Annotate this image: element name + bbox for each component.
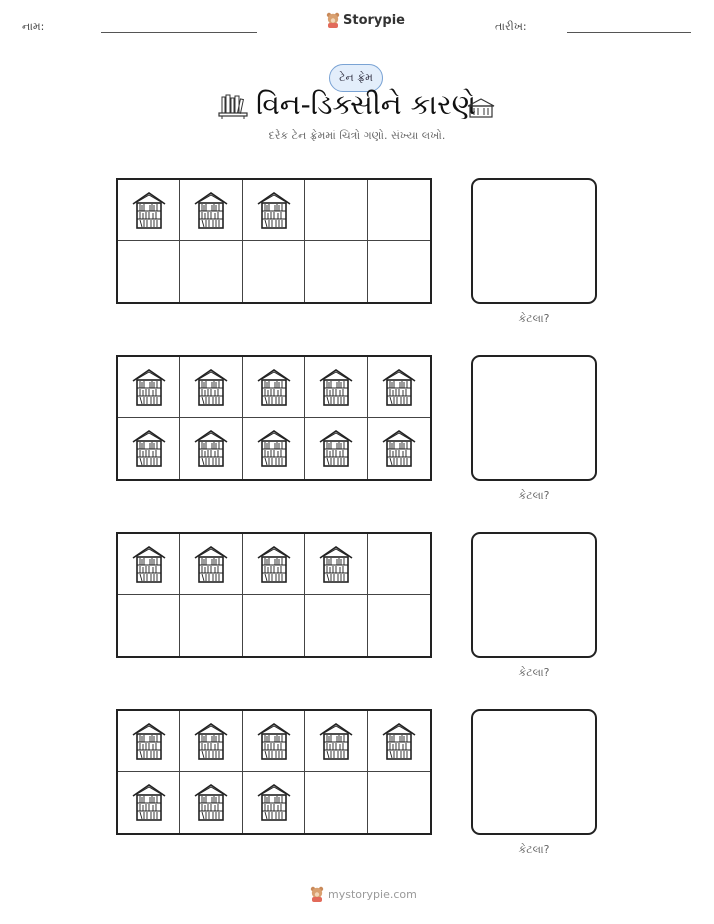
ten-frame: [116, 709, 432, 835]
brand-logo: [326, 12, 405, 28]
library-icon: [193, 544, 229, 584]
library-icon: [381, 721, 417, 761]
ten-frame-cell: [180, 711, 242, 772]
name-field[interactable]: [101, 32, 257, 33]
ten-frame-cell: [305, 357, 367, 418]
library-icon: [256, 367, 292, 407]
footer: [310, 886, 417, 902]
brand-name: Storypie: [343, 12, 405, 28]
ten-frame-cell: [243, 772, 305, 833]
ten-frame-cell: [305, 418, 367, 479]
answer-prompt: કેટલા?: [518, 489, 550, 502]
ten-frame-cell: [368, 595, 430, 656]
answer-box[interactable]: [471, 355, 597, 481]
library-icon: [131, 190, 167, 230]
ten-frame: [116, 532, 432, 658]
library-icon: [193, 721, 229, 761]
ten-frame: [116, 355, 432, 481]
ten-frame-cell: [368, 772, 430, 833]
library-icon: [131, 428, 167, 468]
name-label: નામ:: [22, 20, 45, 33]
ten-frame-cell: [368, 180, 430, 241]
ten-frame-cell: [118, 772, 180, 833]
date-label: તારીખ:: [495, 20, 527, 33]
ten-frame-cell: [118, 357, 180, 418]
ten-frame-cell: [118, 241, 180, 302]
library-icon: [466, 98, 496, 118]
ten-frame-cell: [180, 772, 242, 833]
answer-prompt: કેટલા?: [518, 312, 550, 325]
library-icon: [193, 428, 229, 468]
library-icon: [318, 544, 354, 584]
ten-frame-cell: [180, 180, 242, 241]
answer-box[interactable]: [471, 532, 597, 658]
ten-frame-cell: [243, 241, 305, 302]
ten-frame-cell: [305, 180, 367, 241]
ten-frame-cell: [180, 595, 242, 656]
library-icon: [131, 721, 167, 761]
instructions: દરેક ટેન ફ્રેમમાં ચિત્રો ગણો. સંખ્યા લખો.: [268, 129, 446, 142]
library-icon: [256, 782, 292, 822]
ten-frame-cell: [243, 418, 305, 479]
library-icon: [256, 721, 292, 761]
library-icon: [381, 367, 417, 407]
worksheet-type-badge: ટેન ફ્રેમ: [329, 64, 383, 92]
ten-frame-cell: [305, 711, 367, 772]
worksheet-title: વિન-ડિક્સીને કારણે: [256, 88, 477, 121]
library-icon: [131, 544, 167, 584]
ten-frame-cell: [180, 357, 242, 418]
ten-frame-cell: [118, 180, 180, 241]
library-icon: [381, 428, 417, 468]
ten-frame-cell: [243, 180, 305, 241]
answer-box[interactable]: [471, 709, 597, 835]
ten-frame-cell: [368, 534, 430, 595]
answer-prompt: કેટલા?: [518, 843, 550, 856]
ten-frame-cell: [368, 418, 430, 479]
library-icon: [318, 428, 354, 468]
ten-frame-cell: [305, 595, 367, 656]
ten-frame-cell: [118, 418, 180, 479]
library-icon: [131, 367, 167, 407]
ten-frame-cell: [243, 534, 305, 595]
ten-frame-cell: [305, 772, 367, 833]
library-icon: [256, 544, 292, 584]
ten-frame-cell: [180, 418, 242, 479]
answer-box[interactable]: [471, 178, 597, 304]
ten-frame-cell: [305, 241, 367, 302]
ten-frame-cell: [243, 595, 305, 656]
library-icon: [256, 190, 292, 230]
library-icon: [193, 190, 229, 230]
date-field[interactable]: [567, 32, 691, 33]
bear-icon: [326, 12, 340, 28]
library-icon: [318, 367, 354, 407]
bear-icon: [310, 886, 324, 902]
library-icon: [318, 721, 354, 761]
ten-frame-cell: [118, 595, 180, 656]
ten-frame-cell: [118, 534, 180, 595]
ten-frame-cell: [180, 241, 242, 302]
ten-frame-cell: [118, 711, 180, 772]
footer-url: mystorypie.com: [328, 887, 417, 901]
library-icon: [193, 367, 229, 407]
library-icon: [256, 428, 292, 468]
ten-frame-cell: [368, 357, 430, 418]
bookshelf-icon: [218, 94, 248, 120]
ten-frame-cell: [243, 357, 305, 418]
library-icon: [193, 782, 229, 822]
ten-frame-cell: [368, 241, 430, 302]
ten-frame-cell: [180, 534, 242, 595]
library-icon: [131, 782, 167, 822]
answer-prompt: કેટલા?: [518, 666, 550, 679]
ten-frame-cell: [243, 711, 305, 772]
ten-frame: [116, 178, 432, 304]
ten-frame-cell: [368, 711, 430, 772]
ten-frame-cell: [305, 534, 367, 595]
